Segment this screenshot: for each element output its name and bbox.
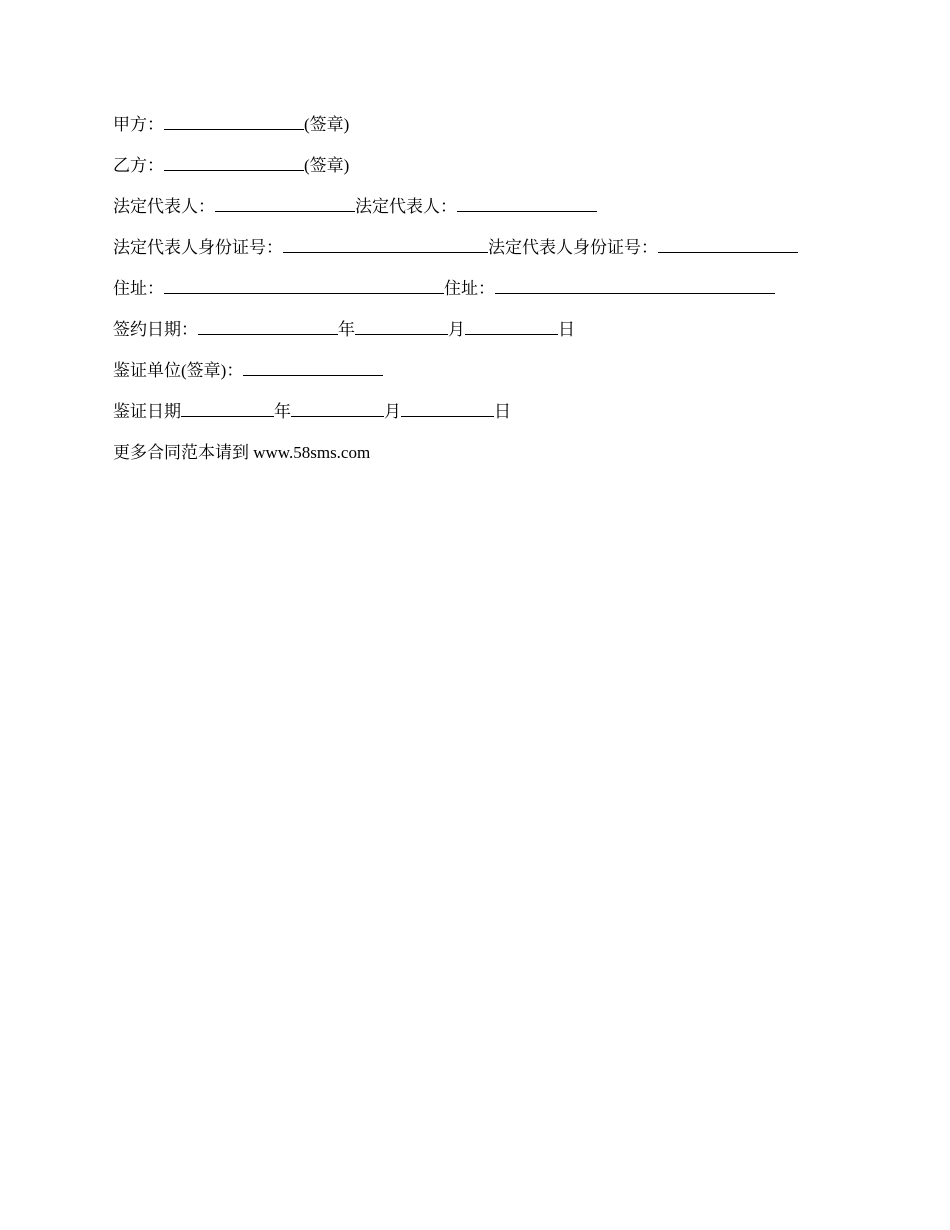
address-b-blank <box>495 275 775 294</box>
signing-date-label: 签约日期： <box>113 320 198 339</box>
signing-month-label: 月 <box>448 320 465 339</box>
verification-date-line <box>113 397 873 438</box>
legal-rep-id-a-label: 法定代表人身份证号： <box>113 238 283 257</box>
signing-day-blank <box>465 316 558 335</box>
signature-block <box>113 110 873 479</box>
signing-month-blank <box>355 316 448 335</box>
verification-day-blank <box>401 398 494 417</box>
legal-rep-id-b-label: 法定代表人身份证号： <box>488 238 658 257</box>
party-a-label: 甲方： <box>113 115 164 134</box>
legal-rep-id-line <box>113 233 873 274</box>
legal-rep-a-blank <box>215 193 355 212</box>
legal-rep-b-label: 法定代表人： <box>355 197 457 216</box>
verification-month-label: 月 <box>384 402 401 421</box>
legal-rep-line <box>113 192 873 233</box>
verification-unit-line <box>113 356 873 397</box>
party-a-seal-note: (签章) <box>304 115 350 134</box>
footer-line <box>113 438 873 479</box>
legal-rep-id-a-blank <box>283 234 488 253</box>
verification-unit-label: 鉴证单位(签章)： <box>113 361 244 380</box>
signing-day-label: 日 <box>558 320 575 339</box>
party-a-signature-blank <box>164 111 304 130</box>
verification-year-blank <box>181 398 274 417</box>
party-a-line <box>113 110 873 151</box>
party-b-signature-blank <box>164 152 304 171</box>
address-a-blank <box>164 275 444 294</box>
address-line <box>113 274 873 315</box>
signing-year-blank <box>198 316 338 335</box>
verification-day-label: 日 <box>494 402 511 421</box>
signing-date-line <box>113 315 873 356</box>
legal-rep-id-b-blank <box>658 234 798 253</box>
verification-year-label: 年 <box>274 402 291 421</box>
address-b-label: 住址： <box>444 279 495 298</box>
party-b-seal-note: (签章) <box>304 156 350 175</box>
legal-rep-b-blank <box>457 193 597 212</box>
verification-month-blank <box>291 398 384 417</box>
verification-date-label: 鉴证日期 <box>113 402 181 421</box>
legal-rep-a-label: 法定代表人： <box>113 197 215 216</box>
footer-text: 更多合同范本请到 www.58sms.com <box>113 443 371 462</box>
party-b-line <box>113 151 873 192</box>
signing-year-label: 年 <box>338 320 355 339</box>
verification-unit-blank <box>243 357 383 376</box>
party-b-label: 乙方： <box>113 156 164 175</box>
address-a-label: 住址： <box>113 279 164 298</box>
